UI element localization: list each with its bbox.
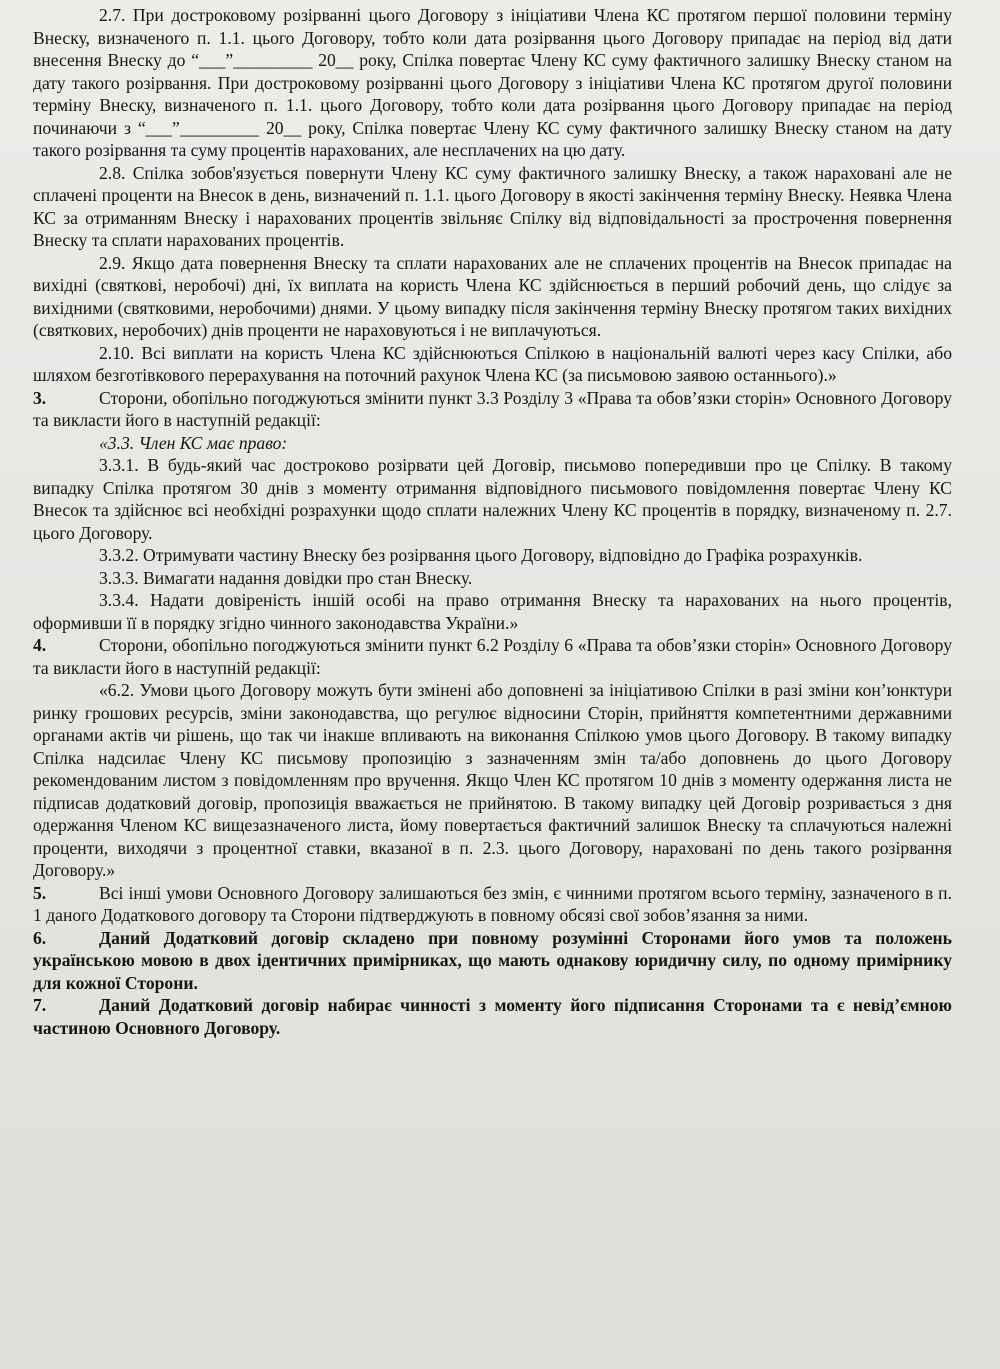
clause-2-10: 2.10. Всі виплати на користь Члена КС здійснюються Спілкою в національній валюті через касу Спілки, або шляхом безготівкового перерахування на поточний рахунок Члена КС (за письмовою заявою останнього).» bbox=[33, 342, 952, 385]
clause-3-3-heading: «3.3. Член КС має право: bbox=[99, 432, 288, 453]
clause-3-3-3: 3.3.3. Вимагати надання довідки про стан Внеску. bbox=[99, 567, 473, 588]
clause-3-3-2: 3.3.2. Отримувати частину Внеску без розірвання цього Договору, відповідно до Графіка розрахунків. bbox=[99, 545, 863, 565]
clause-3-3-1: 3.3.1. В будь-який час достроково розірвати цей Договір, письмово попередивши про це Спілку. В такому випадку Спілка протягом 30 днів з моменту отримання відповідного письмового повідомлення повертає Члену КС Внесок та здійснює всі необхідні розрахунки щодо сплати належних Члену КС процентів в порядку, визначеному п. 2.7. цього Договору. bbox=[33, 455, 952, 543]
clause-6 bbox=[33, 927, 952, 995]
clause-4-number: 4. bbox=[33, 635, 47, 655]
clause-4 bbox=[33, 634, 952, 679]
clause-6-number: 6. bbox=[33, 927, 47, 948]
clause-7-text: Даний Додатковий договір набирає чинності з моменту його підписання Сторонами та є невід’ємною частиною Основного Договору. bbox=[33, 995, 952, 1038]
clause-6-2: «6.2. Умови цього Договору можуть бути змінені або доповнені за ініціативою Спілки в разі зміни кон’юнктури ринку грошових ресурсів, зміни законодавства, що регулює відносини Сторін, прийняття компетентними державними органами актів чи рішень, що так чи інакше впливають на виконання Спілкою умов цього Договору. В такому випадку Спілка надсилає Члену КС письмову пропозицію з зазначенням змін та/або доповнень до цього Договору рекомендованим листом з повідомленням про вручення. Якщо Член КС протягом 10 днів з моменту одержання листа не підписав додатковий договір, пропозиція вважається не прийнятою. В такому випадку цей Договір розривається з дня одержання Членом КС вищезазначеного листа, йому повертається фактичний залишок Внеску та сплачуються належні проценти, виходячи з процентної ставки, вказаної в п. 2.3. цього Договору, нараховані по день такого розірвання Договору.» bbox=[33, 680, 952, 880]
clause-3-number: 3. bbox=[33, 387, 47, 408]
clause-5-text: Всі інші умови Основного Договору залишаються без змін, є чинними протягом всього терміну, зазначеного в п. 1 даного Додаткового договору та Сторони підтверджують в повному обсязі свої зобов’язання за ними. bbox=[33, 882, 952, 925]
clause-6-text: Даний Додатковий договір складено при повному розумінні Сторонами його умов та положень українською мовою в двох ідентичних примірниках, що мають однакову юридичну силу, по одному примірнику для кожної Сторони. bbox=[33, 927, 952, 993]
clause-4-text: Сторони, обопільно погоджуються змінити пункт 6.2 Розділу 6 «Права та обов’язки сторін» Основного Договору та викласти його в наступній редакції: bbox=[33, 635, 952, 678]
clause-5 bbox=[33, 882, 952, 927]
clause-2-7: 2.7. При достроковому розірванні цього Договору з ініціативи Члена КС протягом першої половини терміну Внеску, визначеного п. 1.1. цього Договору, тобто коли дата розірвання цього Договору припадає на період від дати внесення Внеску до “___”_________ 20__ року, Спілка повертає Члену КС суму фактичного залишку Внеску станом на дату такого розірвання. При достроковому розірванні цього Договору з ініціативи Члена КС протягом другої половини терміну Внеску, визначеного п. 1.1. цього Договору, тобто коли дата розірвання цього Договору припадає на період починаючи з “___”_________ 20__ року, Спілка повертає Члену КС суму фактичного залишку Внеску станом на дату такого розірвання та суму процентів нарахованих, але несплачених на цю дату. bbox=[33, 5, 952, 160]
clause-3-text: Сторони, обопільно погоджуються змінити пункт 3.3 Розділу 3 «Права та обов’язки сторін» Основного Договору та викласти його в наступній редакції: bbox=[33, 387, 952, 430]
clause-2-9: 2.9. Якщо дата повернення Внеску та сплати нарахованих але не сплачених процентів на Внесок припадає на вихідні (святкові, неробочі) дні, їх виплата на користь Члена КС здійснюється в перший робочий день, що слідує за вихідними (святковими, неробочими) днями. У цьому випадку після закінчення терміну Внеску протягом таких вихідних (святкових, неробочих) днів проценти не нараховуються і не виплачуються. bbox=[33, 252, 952, 340]
clause-7 bbox=[33, 994, 952, 1039]
clause-7-number: 7. bbox=[33, 995, 47, 1015]
clause-3-3-4: 3.3.4. Надати довіреність іншій особі на право отримання Внеску та нарахованих на нього процентів, оформивши її в порядку згідно чинного законодавства України.» bbox=[33, 590, 952, 633]
clause-2-8: 2.8. Спілка зобов'язується повернути Члену КС суму фактичного залишку Внеску, а також нараховані але не сплачені проценти на Внесок в день, визначений п. 1.1. цього Договору в якості закінчення терміну Внеску. Неявка Члена КС за отриманням Внеску і нарахованих процентів звільняє Спілку від відповідальності за прострочення повернення Внеску та сплати нарахованих процентів. bbox=[33, 162, 952, 250]
clause-5-number: 5. bbox=[33, 882, 47, 903]
clause-3 bbox=[33, 387, 952, 432]
